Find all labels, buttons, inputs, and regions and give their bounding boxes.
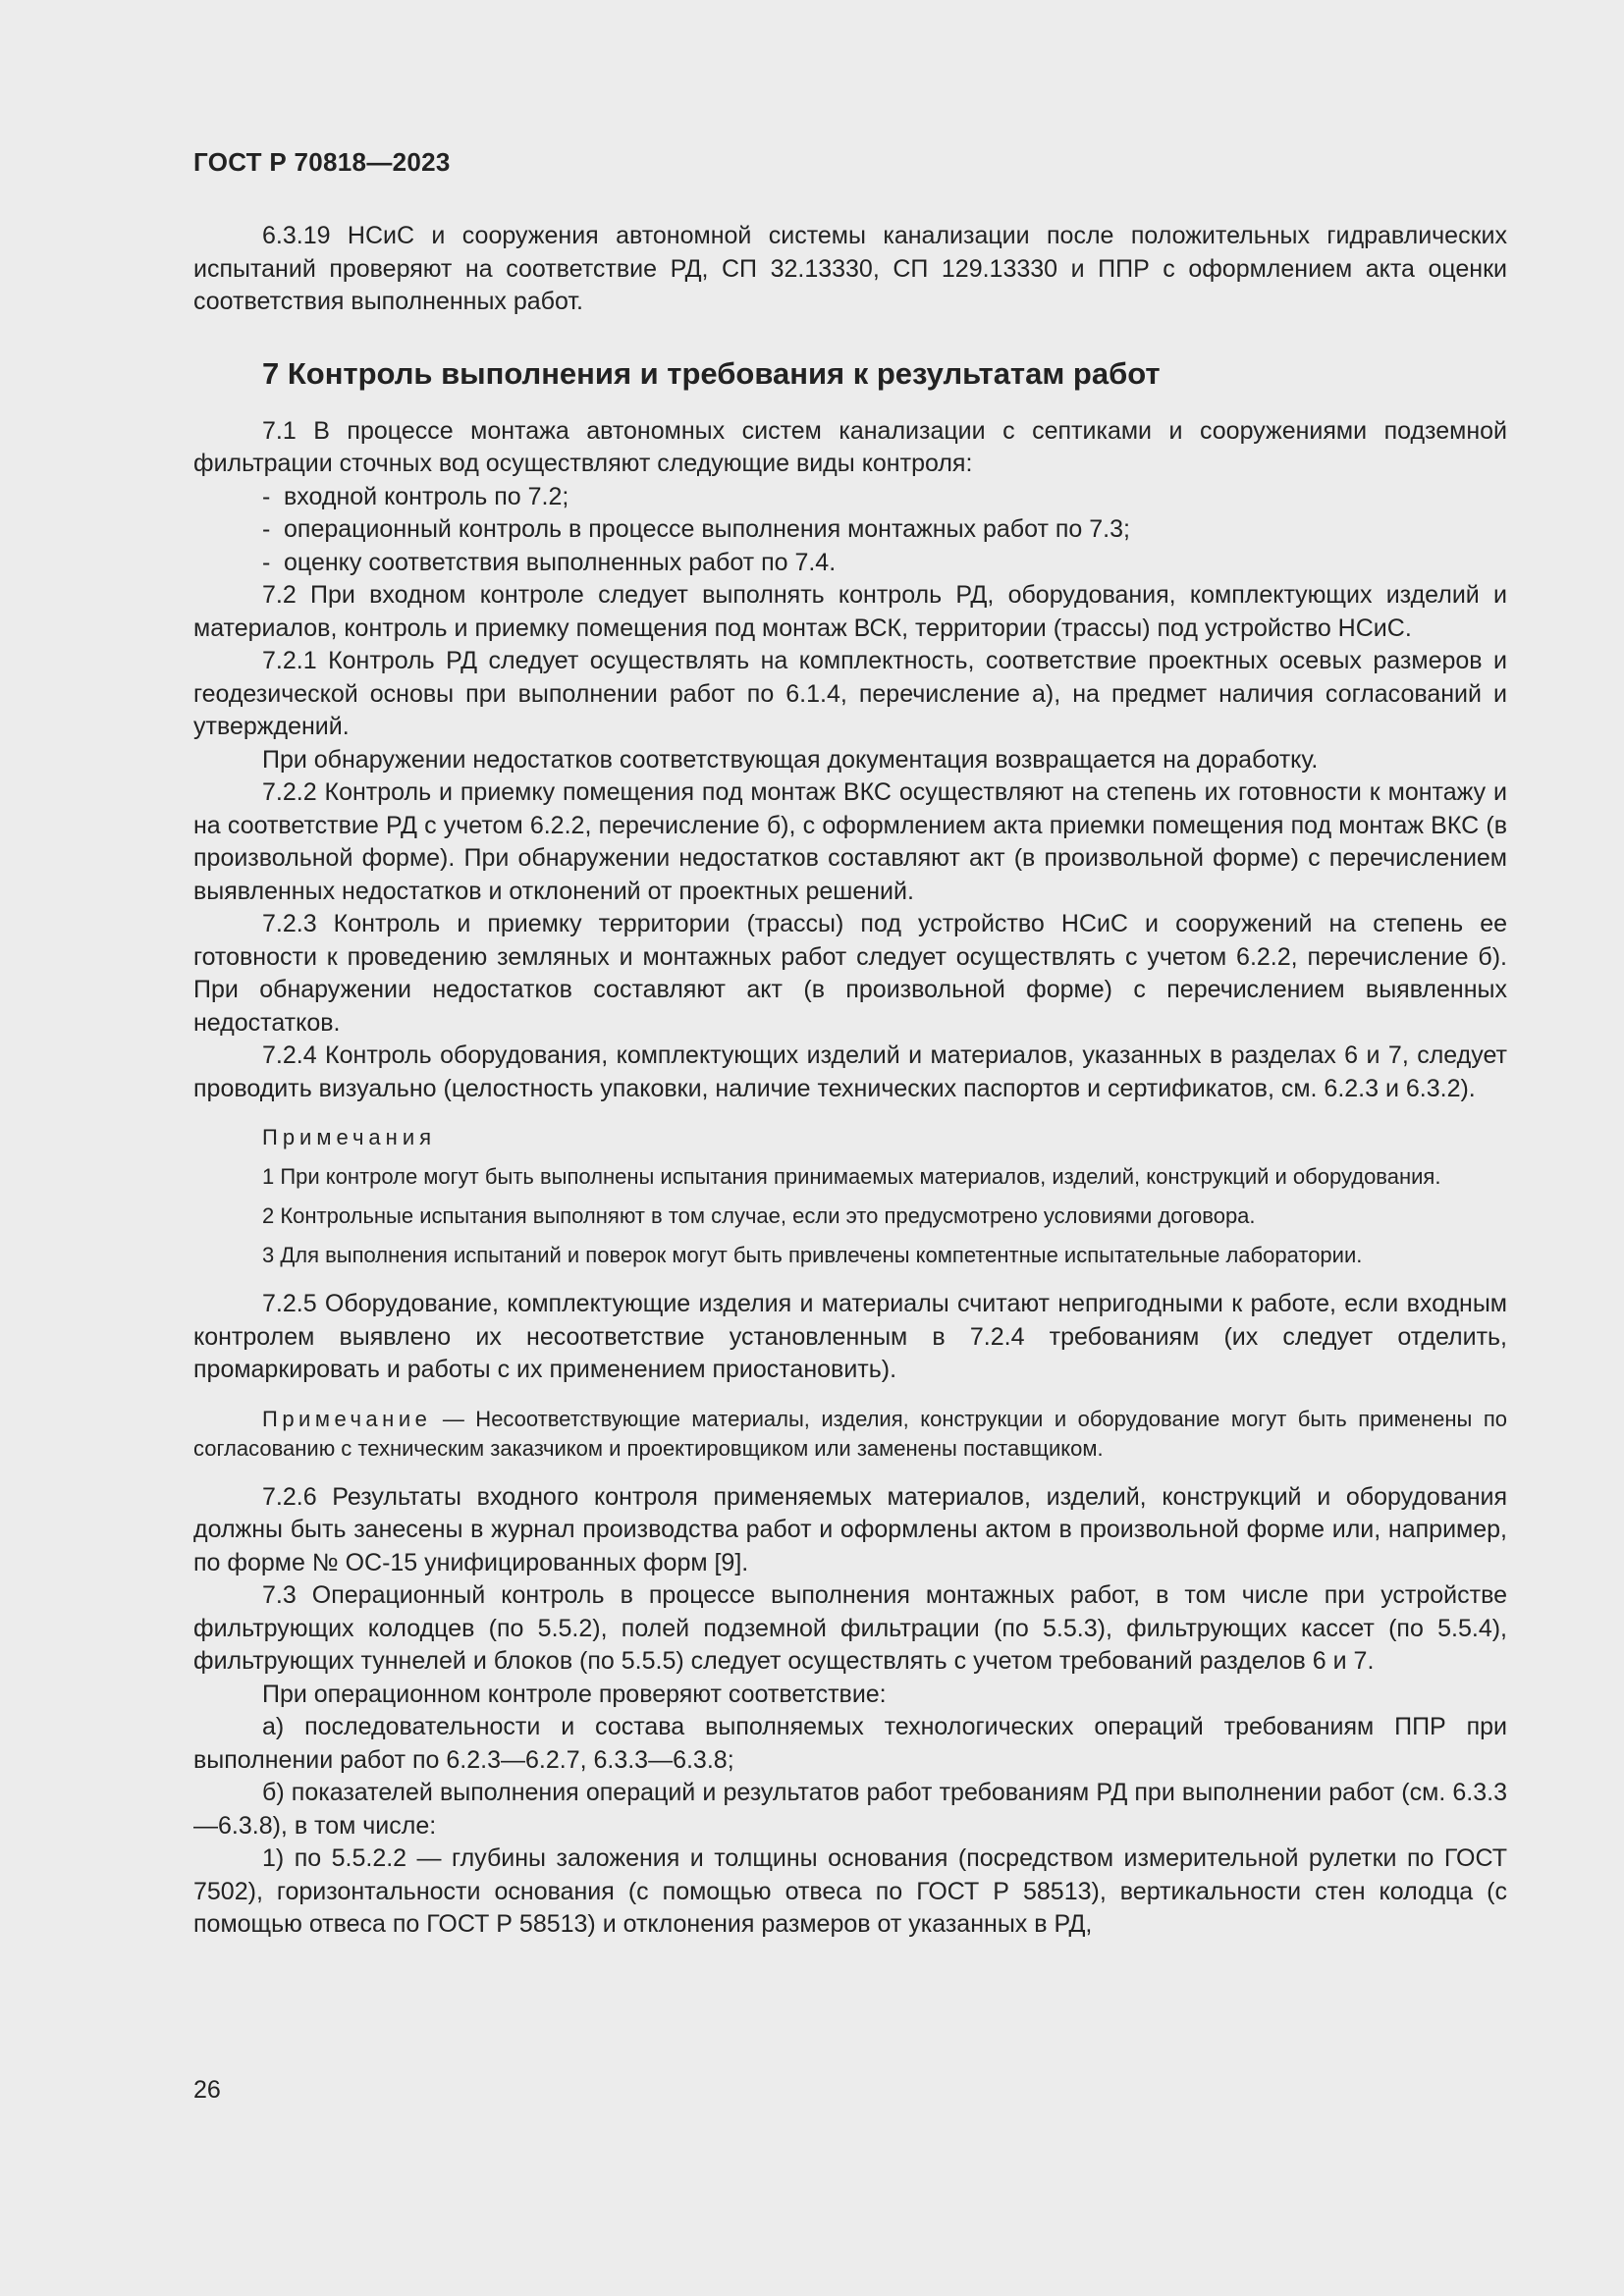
paragraph-7-2: 7.2 При входном контроле следует выполнять контроль РД, оборудования, комплектующих изделий и материалов, контроль и приемку помещения под монтаж ВСК, территории (трассы) под устройство НСиС. [193, 581, 1507, 642]
paragraph-7-2-1: 7.2.1 Контроль РД следует осуществлять на комплектность, соответствие проектных осевых размеров и геодезической основы при выполнении работ по 6.1.4, перечисление а), на предмет наличия согласований и утверждений. [193, 647, 1507, 740]
section-7-title: 7 Контроль выполнения и требования к результатам работ [262, 355, 1161, 391]
note-item-3: 3 Для выполнения испытаний и поверок могут быть привлечены компетентные испытательные лаборатории. [262, 1243, 1363, 1267]
document-header: ГОСТ Р 70818—2023 [193, 147, 451, 177]
list-item-text: операционный контроль в процессе выполнения монтажных работ по 7.3; [284, 515, 1130, 543]
list-item-text: оценку соответствия выполненных работ по 7.4. [284, 548, 837, 576]
paragraph-7-2-1-b: При обнаружении недостатков соответствующая документация возвращается на доработку. [262, 745, 1319, 774]
page-content [193, 220, 1507, 1942]
paragraph-7-3-a: а) последовательности и состава выполняемых технологических операций требованиям ППР при выполнении работ по 6.2.3—6.2.7, 6.3.3—6.3.8; [193, 1713, 1507, 1774]
paragraph-7-3-b: б) показателей выполнения операций и результатов работ требованиям РД при выполнении работ (см. 6.3.3—6.3.8), в том числе: [193, 1779, 1507, 1840]
paragraph-7-2-2: 7.2.2 Контроль и приемку помещения под монтаж ВКС осуществляют на степень их готовности к монтажу и на соответствие РД с учетом 6.2.2, перечисление б), с оформлением акта приемки помещения под монтаж ВКС (в произвольной форме). При обнаружении недостатков составляют акт (в произвольной форме) с перечислением выявленных недостатков и отклонений от проектных решений. [193, 778, 1507, 905]
list-item [193, 513, 1507, 547]
paragraph-7-3-1: 1) по 5.5.2.2 — глубины заложения и толщины основания (посредством измерительной рулетки по ГОСТ 7502), горизонтальности основания (с помощью отвеса по ГОСТ Р 58513), вертикальности стен колодца (с помощью отвеса по ГОСТ Р 58513) и отклонения размеров от указанных в РД, [193, 1844, 1507, 1938]
list-dash: - [262, 515, 271, 543]
list-dash: - [262, 482, 271, 510]
page-number: 26 [193, 2076, 221, 2104]
paragraph-6-3-19: 6.3.19 НСиС и сооружения автономной системы канализации после положительных гидравлических испытаний проверяют на соответствие РД, СП 32.13330, СП 129.13330 и ППР с оформлением акта оценки соответствия выполненных работ. [193, 222, 1507, 315]
list-item [193, 547, 1507, 580]
list-dash: - [262, 548, 271, 576]
notes-title: Примечания [262, 1125, 437, 1149]
paragraph-7-2-5: 7.2.5 Оборудование, комплектующие изделия и материалы считают непригодными к работе, если входным контролем выявлено их несоответствие установленным в 7.2.4 требованиям (их следует отделить, промаркировать и работы с их применением приостановить). [193, 1290, 1507, 1383]
paragraph-7-3: 7.3 Операционный контроль в процессе выполнения монтажных работ, в том числе при устройстве фильтрующих колодцев (по 5.5.2), полей подземной фильтрации (по 5.5.3), фильтрующих кассет (по 5.5.4), фильтрующих туннелей и блоков (по 5.5.5) следует осуществлять с учетом требований разделов 6 и 7. [193, 1581, 1507, 1675]
note-item-1: 1 При контроле могут быть выполнены испытания принимаемых материалов, изделий, конструкций и оборудования. [262, 1164, 1441, 1189]
list-item [193, 481, 1507, 514]
note-text: — Несоответствующие материалы, изделия, конструкции и оборудование могут быть применены по согласованию с техническим заказчиком и проектировщиком или заменены поставщиком. [193, 1406, 1507, 1461]
paragraph-7-2-3: 7.2.3 Контроль и приемку территории (трассы) под устройство НСиС и сооружений на степень ее готовности к проведению земляных и монтажных работ следует осуществлять с учетом 6.2.2, перечисление б). При обнаружении недостатков составляют акт (в произвольной форме) с перечислением выявленных недостатков. [193, 910, 1507, 1037]
note-label: Примечание [262, 1406, 432, 1431]
note-single [193, 1405, 1507, 1464]
paragraph-7-3-intro: При операционном контроле проверяют соответствие: [262, 1680, 887, 1708]
paragraph-7-2-6: 7.2.6 Результаты входного контроля применяемых материалов, изделий, конструкций и оборудования должны быть занесены в журнал производства работ и оформлены актом в произвольной форме или, например, по форме № ОС-15 унифицированных форм [9]. [193, 1482, 1507, 1576]
list-item-text: входной контроль по 7.2; [284, 482, 569, 510]
note-item-2: 2 Контрольные испытания выполняют в том случае, если это предусмотрено условиями договора. [262, 1203, 1256, 1228]
paragraph-7-1: 7.1 В процессе монтажа автономных систем канализации с септиками и сооружениями подземной фильтрации сточных вод осуществляют следующие виды контроля: [193, 416, 1507, 477]
paragraph-7-2-4: 7.2.4 Контроль оборудования, комплектующих изделий и материалов, указанных в разделах 6 и 7, следует проводить визуально (целостность упаковки, наличие технических паспортов и сертификатов, см. 6.2.3 и 6.3.2). [193, 1041, 1507, 1102]
